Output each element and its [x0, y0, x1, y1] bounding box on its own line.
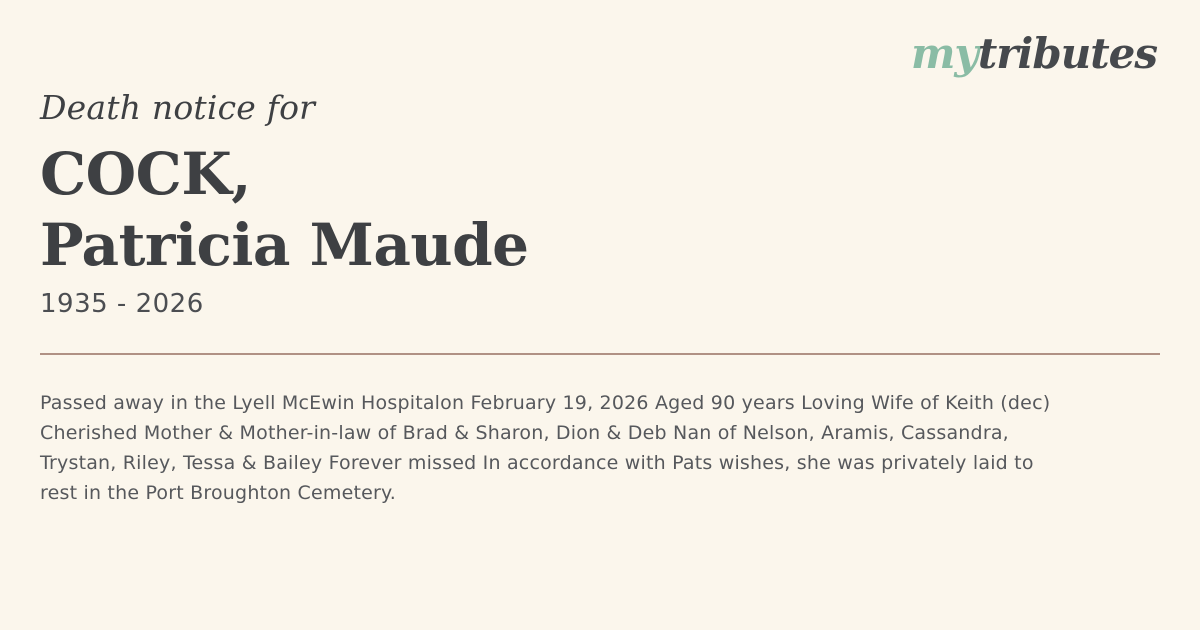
mytributes-logo [910, 29, 1157, 78]
notice-body [40, 388, 1050, 508]
notice-body-line: Cherished Mother & Mother-in-law of Brad & Sharon, Dion & Deb Nan of Nelson, Aramis, Cassandra, [40, 422, 1009, 444]
notice-body-line: Trystan, Riley, Tessa & Bailey Forever missed In accordance with Pats wishes, she was privately laid to [40, 452, 1034, 474]
deceased-surname: COCK, [40, 140, 251, 208]
notice-type-label: Death notice for [40, 88, 316, 127]
life-years: 1935 - 2026 [40, 289, 204, 319]
divider-line [40, 353, 1160, 355]
notice-body-line: rest in the Port Broughton Cemetery. [40, 482, 396, 504]
logo-tributes: tributes [977, 29, 1157, 78]
deceased-name [40, 139, 529, 281]
logo-my: my [910, 29, 978, 78]
deceased-given-names: Patricia Maude [40, 211, 529, 279]
notice-body-line: Passed away in the Lyell McEwin Hospitalon February 19, 2026 Aged 90 years Loving Wife of Keith (dec) [40, 392, 1051, 414]
